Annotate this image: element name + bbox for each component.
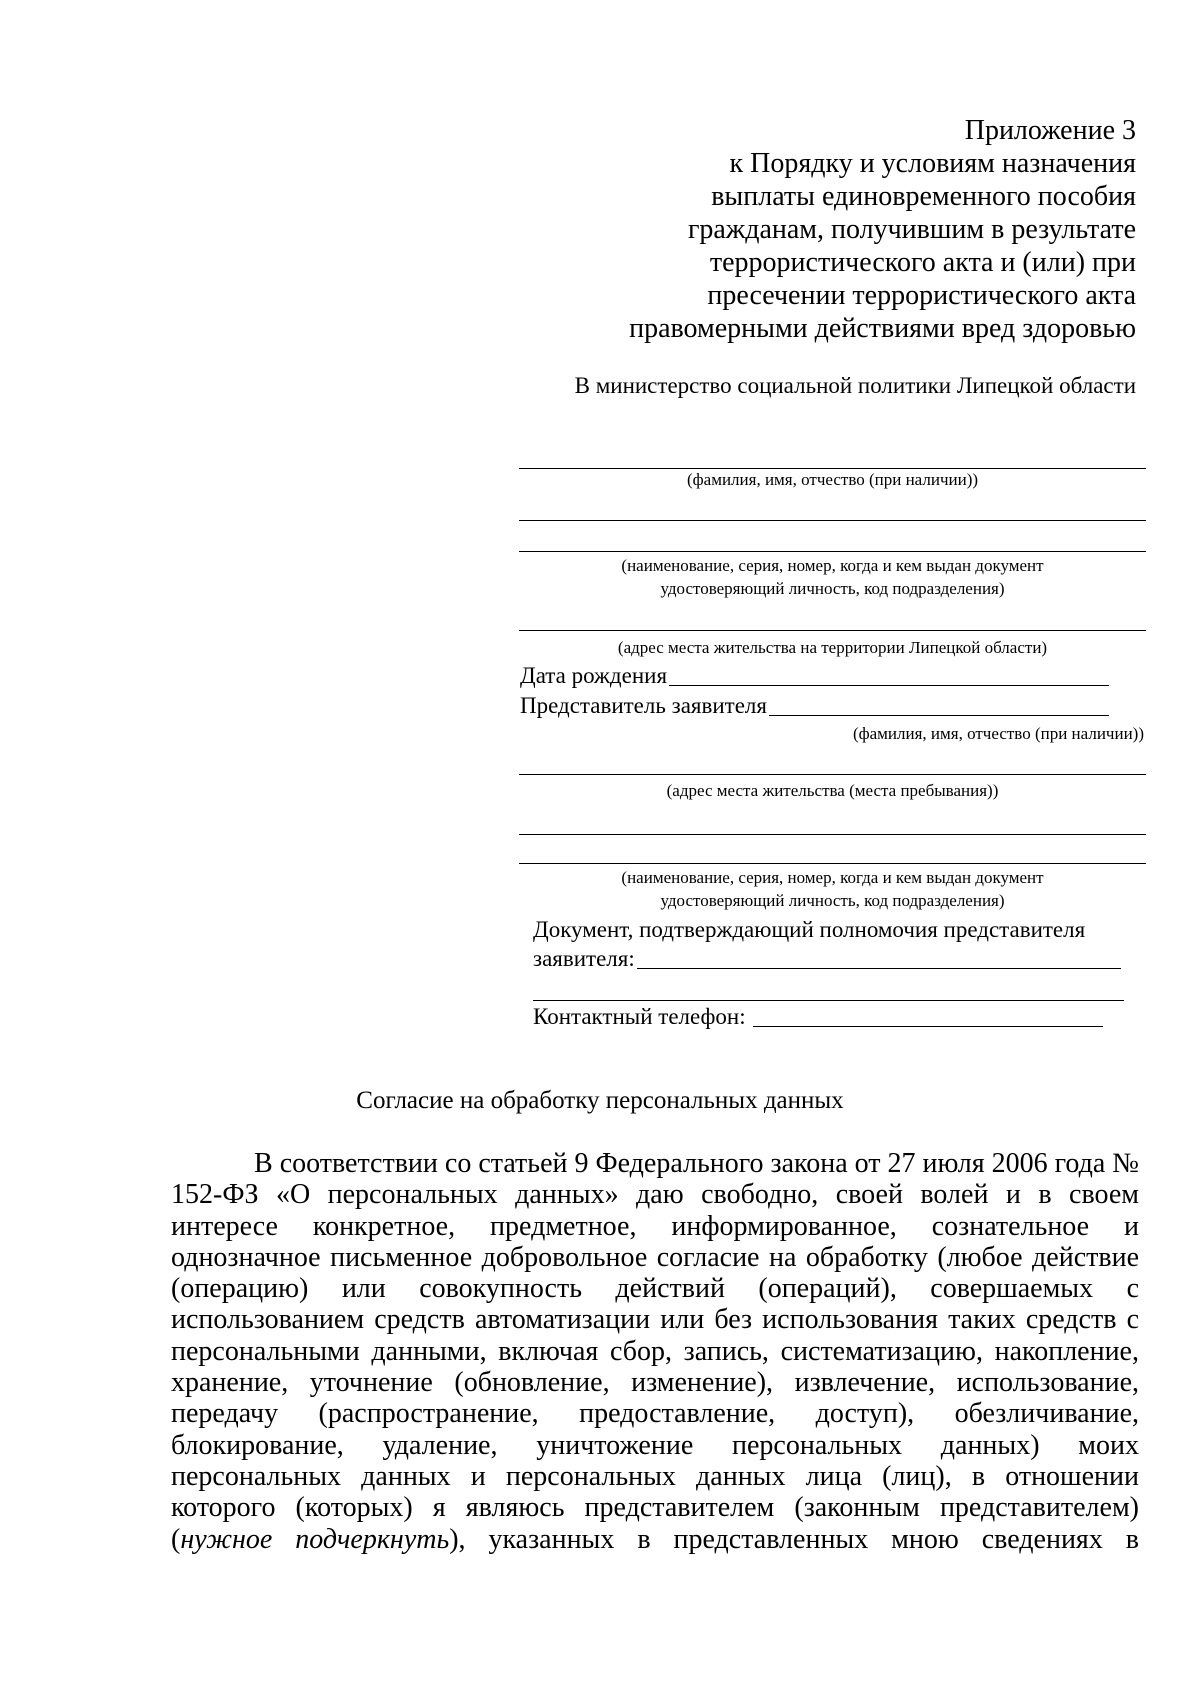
addressee: В министерство социальной политики Липецкой области [574,373,1136,398]
authority-doc-label-2: заявителя: [533,946,635,971]
rep-document-line-1[interactable] [519,834,1146,835]
rep-address-line[interactable] [519,774,1146,775]
fio-caption: (фамилия, имя, отчество (при наличии)) [686,470,979,489]
representative-fio-caption: (фамилия, имя, отчество (при наличии)) [852,724,1144,743]
annex-line: к Порядку и условиям назначения [729,148,1136,179]
phone-line[interactable] [753,1026,1103,1027]
birth-date-field [520,662,1109,690]
rep-address-caption: (адрес места жительства (места пребывания)) [666,781,999,800]
authority-doc-line[interactable] [637,968,1121,969]
annex-line: пресечении террористического акта [707,280,1136,311]
consent-text [171,1148,1139,1555]
document-caption-2: удостоверяющий личность, код подразделения) [660,579,1005,598]
annex-line: террористического акта и (или) при [709,247,1136,278]
phone-field [533,1003,1103,1031]
rep-document-line-2[interactable] [519,863,1146,864]
consent-text-part-1: В соответствии со статьей 9 Федерального закона от 27 июля 2006 года № 152-ФЗ «О персональных данных» даю свободно, своей волей и в своем интересе конкретное, предметное, информированное, сознательное и однозначное письменное добровольное согласие на обработку (любое действие (операцию) или совокупность действий (операций), совершаемых с использованием средств автоматизации или без использования таких средств с персональными данными, включая сбор, запись, систематизацию, накопление, хранение, уточнение (обновление, изменение), извлечение, использование, передачу (распространение, предоставление, доступ), обезличивание, блокирование, удаление, уничтожение персональных данных) моих персональных данных и персональных данных лица (лиц), в отношении которого (которых) я являюсь представителем (законным представителем) ( [171,1148,1139,1555]
annex-header [436,114,1136,345]
authority-doc-field [533,945,1121,973]
annex-line: правомерными действиями вред здоровью [629,313,1136,344]
rep-document-caption-1: (наименование, серия, номер, когда и кем выдан документ [621,868,1044,887]
birth-date-line[interactable] [669,685,1109,686]
representative-label: Представитель заявителя [520,693,767,718]
representative-line[interactable] [769,715,1109,716]
consent-text-part-2: ), указанных в представленных мною сведениях в [449,1523,1139,1555]
authority-doc-line-2[interactable] [533,1000,1124,1001]
phone-label: Контактный телефон: [533,1004,746,1029]
consent-title: Согласие на обработку персональных данных [356,1087,844,1114]
document-line-1[interactable] [519,520,1146,521]
authority-doc-label-1: Документ, подтверждающий полномочия представителя [533,917,1086,942]
document-caption-1: (наименование, серия, номер, когда и кем выдан документ [621,556,1044,575]
rep-document-caption-2: удостоверяющий личность, код подразделения) [660,891,1005,910]
consent-text-italic: нужное подчеркнуть [180,1523,450,1555]
annex-line: Приложение 3 [964,115,1136,146]
document-line-2[interactable] [519,551,1146,552]
birth-date-label: Дата рождения [520,663,668,688]
annex-line: гражданам, получившим в результате [687,214,1136,245]
address-line[interactable] [519,630,1146,631]
representative-field [520,692,1109,720]
annex-line: выплаты единовременного пособия [711,181,1136,212]
address-caption: (адрес места жительства на территории Липецкой области) [617,638,1048,657]
